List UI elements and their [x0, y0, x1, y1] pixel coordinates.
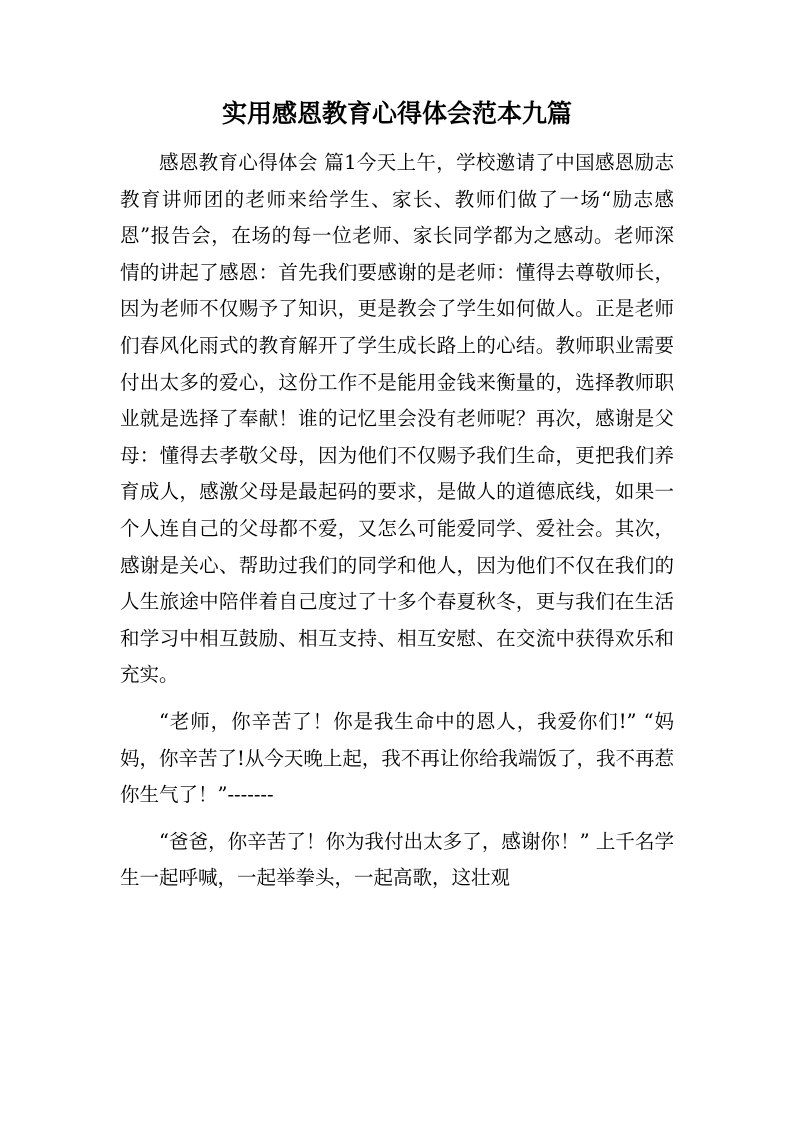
document-title: 实用感恩教育心得体会范本九篇: [221, 99, 572, 128]
paragraph-1: 感恩教育心得体会 篇1今天上午，学校邀请了中国感恩励志教育讲师团的老师来给学生、家长、教师们做了一场“励志感恩”报告会，在场的每一位老师、家长同学都为之感动。老师深情的讲起了感恩：首先我们要感谢的是老师：懂得去尊敬师长，因为老师不仅赐予了知识，更是教会了学生如何做人。正是老师们春风化雨式的教育解开了学生成长路上的心结。教师职业需要付出太多的爱心，这份工作不是能用金钱来衡量的，选择教师职业就是选择了奉献！谁的记忆里会没有老师呢？再次，感谢是父母：懂得去孝敬父母，因为他们不仅赐予我们生命，更把我们养育成人，感激父母是最起码的要求，是做人的道德底线，如果一个人连自己的父母都不爱，又怎么可能爱同学、爱社会。其次，感谢是关心、帮助过我们的同学和他人，因为他们不仅在我们的人生旅途中陪伴着自己度过了十多个春夏秋冬，更与我们在生活和学习中相互鼓励、相互支持、相互安慰、在交流中获得欢乐和充实。: [120, 151, 674, 687]
paragraph-2: “老师，你辛苦了！你是我生命中的恩人，我爱你们!” “妈妈，你辛苦了!从今天晚上起，我不再让你给我端饭了，我不再惹你生气了！”-------: [120, 709, 674, 807]
document-body: [120, 145, 674, 897]
paragraph-3: “爸爸，你辛苦了！你为我付出太多了，感谢你！” 上千名学生一起呼喊，一起举拳头，一起高歌，这壮观: [120, 829, 674, 890]
